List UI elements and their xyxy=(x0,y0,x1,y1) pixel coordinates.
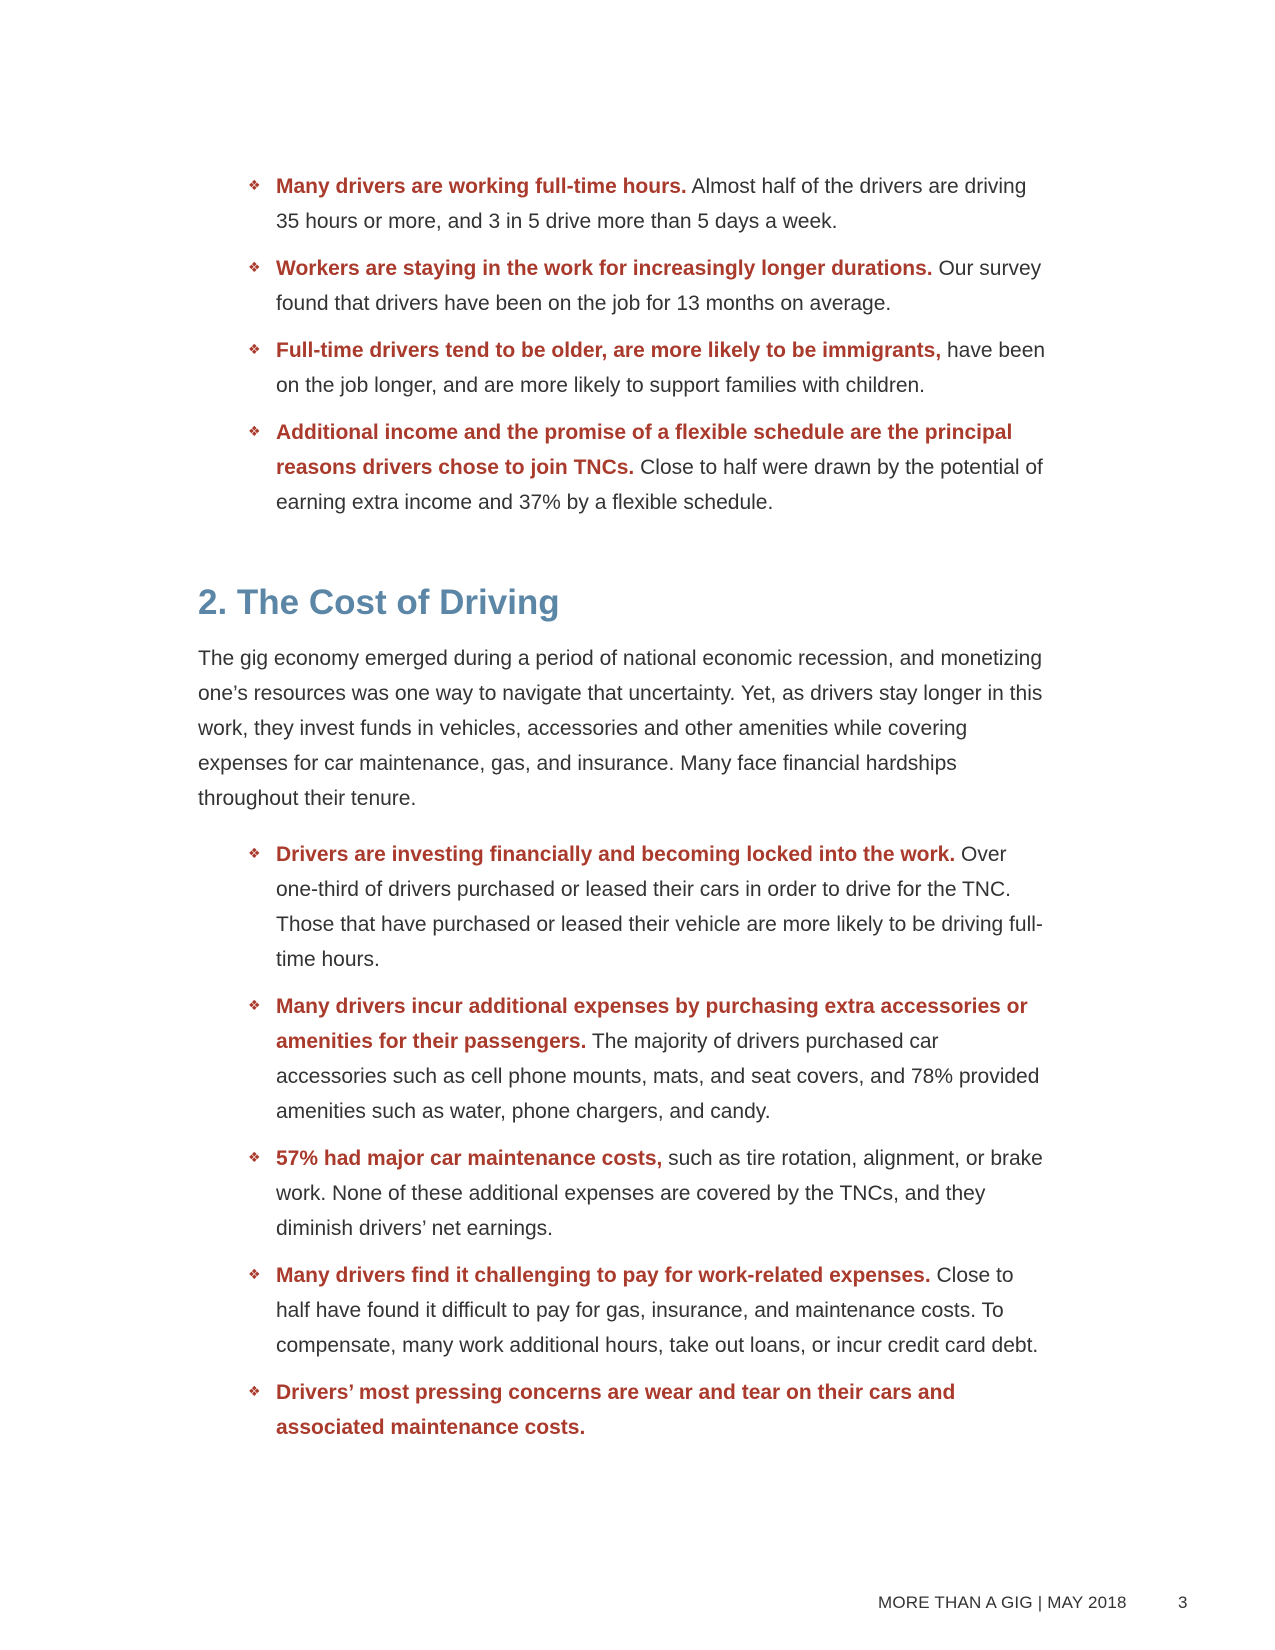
findings-list-top xyxy=(248,169,1048,532)
item-lead: Additional income and the promise of a flexible schedule are the principal reasons drivers chose to join TNCs. xyxy=(276,421,1013,479)
section-heading: 2. The Cost of Driving xyxy=(198,583,560,622)
list-item xyxy=(248,1141,1048,1246)
list-item xyxy=(248,989,1048,1129)
item-lead: Drivers are investing financially and becoming locked into the work. xyxy=(276,843,956,866)
diamond-bullet-icon: ❖ xyxy=(248,846,261,862)
list-item xyxy=(248,251,1048,321)
diamond-bullet-icon: ❖ xyxy=(248,342,261,358)
item-lead: Drivers’ most pressing concerns are wear and tear on their cars and associated maintenance costs. xyxy=(276,1381,956,1439)
list-item xyxy=(248,1375,1048,1445)
item-text: such as tire rotation, alignment, or brake work. None of these additional expenses are covered by the TNCs, and they diminish drivers’ net earnings. xyxy=(276,1147,1043,1240)
diamond-bullet-icon: ❖ xyxy=(248,1267,261,1283)
item-text: Close to half were drawn by the potential of earning extra income and 37% by a flexible schedule. xyxy=(276,456,1043,514)
item-text: Our survey found that drivers have been on the job for 13 months on average. xyxy=(276,257,1042,315)
item-lead: 57% had major car maintenance costs, xyxy=(276,1147,663,1170)
item-text: have been on the job longer, and are more likely to support families with children. xyxy=(276,339,1046,397)
item-lead: Many drivers incur additional expenses by purchasing extra accessories or amenities for their passengers. xyxy=(276,995,1028,1053)
list-item xyxy=(248,333,1048,403)
list-item xyxy=(248,837,1048,977)
findings-list-bottom xyxy=(248,837,1048,1457)
item-lead: Many drivers are working full-time hours. xyxy=(276,175,687,198)
item-text: Over one-third of drivers purchased or leased their cars in order to drive for the TNC. Those that have purchased or leased their vehicle are more likely to be driving full-time hours. xyxy=(276,843,1043,971)
list-item xyxy=(248,415,1048,520)
section-paragraph: The gig economy emerged during a period of national economic recession, and monetizing one’s resources was one way to navigate that uncertainty. Yet, as drivers stay longer in this work, they invest funds in vehicles, accessories and other amenities while covering expenses for car maintenance, gas, and insurance. Many face financial hardships throughout their tenure. xyxy=(198,647,1043,810)
page-number: 3 xyxy=(1178,1593,1188,1612)
diamond-bullet-icon: ❖ xyxy=(248,424,261,440)
list-item xyxy=(248,169,1048,239)
item-text: Close to half have found it difficult to pay for gas, insurance, and maintenance costs. To compensate, many work additional hours, take out loans, or incur credit card debt. xyxy=(276,1264,1039,1357)
item-lead: Workers are staying in the work for increasingly longer durations. xyxy=(276,257,933,280)
item-text: Almost half of the drivers are driving 35 hours or more, and 3 in 5 drive more than 5 days a week. xyxy=(276,175,1027,233)
diamond-bullet-icon: ❖ xyxy=(248,1150,261,1166)
item-lead: Full-time drivers tend to be older, are more likely to be immigrants, xyxy=(276,339,942,362)
footer-title: MORE THAN A GIG | MAY 2018 xyxy=(878,1593,1127,1612)
item-lead: Many drivers find it challenging to pay for work-related expenses. xyxy=(276,1264,931,1287)
diamond-bullet-icon: ❖ xyxy=(248,178,261,194)
diamond-bullet-icon: ❖ xyxy=(248,1384,261,1400)
item-text: The majority of drivers purchased car accessories such as cell phone mounts, mats, and seat covers, and 78% provided amenities such as water, phone chargers, and candy. xyxy=(276,1030,1040,1123)
list-item xyxy=(248,1258,1048,1363)
diamond-bullet-icon: ❖ xyxy=(248,260,261,276)
diamond-bullet-icon: ❖ xyxy=(248,998,261,1014)
